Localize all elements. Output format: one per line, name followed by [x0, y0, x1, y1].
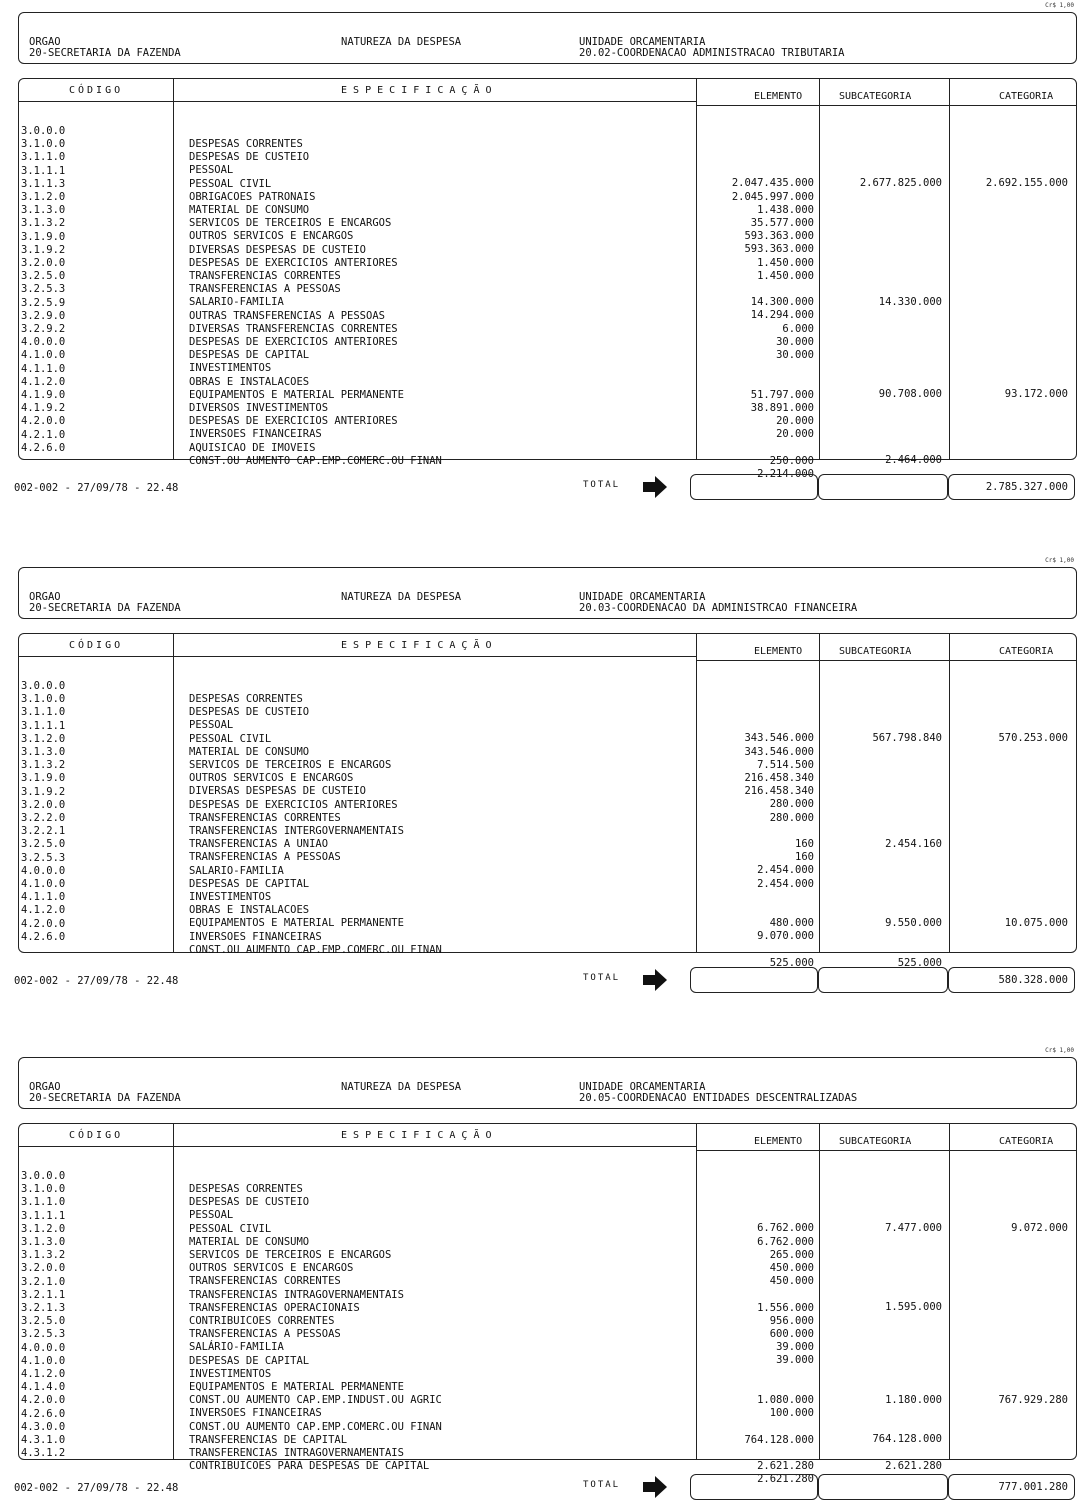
especificacao-cell: PESSOAL: [189, 164, 234, 177]
total-value: 580.328.000: [998, 974, 1068, 986]
elemento-cell: 450.000: [769, 1275, 814, 1288]
report-id: 002-002 - 27/09/78 - 22.48: [14, 1482, 179, 1494]
elemento-cell: 39.000: [776, 1341, 814, 1354]
codigo-cell: 3.2.2.0: [21, 812, 66, 824]
subcategoria-cell: 7.477.000: [885, 1222, 942, 1235]
especificacao-cell: EQUIPAMENTOS E MATERIAL PERMANENTE: [189, 917, 404, 930]
elemento-cell: 1.450.000: [757, 269, 814, 282]
elemento-cell: 51.797.000: [750, 388, 814, 401]
especificacao-cell: TRANSFERENCIAS A UNIAO: [189, 838, 329, 851]
especificacao-cell: DESPESAS CORRENTES: [189, 1183, 303, 1195]
codigo-cell: 4.2.6.0: [21, 441, 66, 454]
codigo-cell: 3.2.5.0: [21, 1315, 66, 1328]
header-subcategoria: SUBCATEGORIA: [839, 646, 912, 657]
codigo-cell: 4.2.1.0: [21, 428, 66, 441]
especificacao-cell: TRANSFERENCIAS INTERGOVERNAMENTAIS: [189, 825, 404, 837]
elemento-cell: 35.577.000: [750, 217, 814, 229]
codigo-cell: 3.2.5.0: [21, 270, 66, 283]
orgao-label: ORGAO: [29, 36, 61, 48]
especificacao-cell: PESSOAL CIVIL: [189, 177, 272, 190]
especificacao-cell: TRANSFERENCIAS INTRAGOVERNAMENTAIS: [189, 1447, 404, 1459]
codigo-cell: 4.1.0.0: [21, 1354, 66, 1367]
natureza-label: NATUREZA DA DESPESA: [341, 36, 462, 48]
especificacao-cell: AQUISICAO DE IMOVEIS: [189, 441, 316, 454]
especificacao-cell: DESPESAS DE EXERCICIOS ANTERIORES: [189, 336, 398, 348]
codigo-cell: 4.1.0.0: [21, 349, 66, 362]
header-codigo: CÓDIGO: [69, 640, 124, 651]
codigo-cell: 3.2.1.1: [21, 1288, 66, 1301]
elemento-cell: 6.762.000: [757, 1235, 814, 1248]
codigo-cell: 3.1.3.2: [21, 1249, 66, 1262]
orgao-value: 20-SECRETARIA DA FAZENDA: [29, 47, 181, 59]
codigo-cell: 4.1.2.0: [21, 1368, 66, 1380]
elemento-cell: 2.214.000: [757, 467, 814, 480]
header-elemento: ELEMENTO: [754, 1136, 803, 1147]
especificacao-cell: INVESTIMENTOS: [189, 362, 272, 375]
codigo-cell: 4.0.0.0: [21, 1341, 66, 1354]
elemento-cell: 2.621.280: [757, 1460, 814, 1472]
codigo-cell: 3.1.1.0: [21, 1196, 66, 1209]
total-categoria-box: [948, 1474, 1075, 1500]
codigo-cell: 4.2.6.0: [21, 930, 66, 943]
elemento-cell: 1.080.000: [757, 1394, 814, 1406]
especificacao-cell: TRANSFERENCIAS A PESSOAS: [189, 1328, 341, 1341]
especificacao-cell: PESSOAL CIVIL: [189, 732, 272, 745]
codigo-cell: 3.1.3.0: [21, 204, 66, 217]
codigo-cell: 3.2.5.3: [21, 851, 66, 864]
unidade-label: UNIDADE ORCAMENTARIA: [579, 36, 706, 48]
especificacao-cell: DESPESAS CORRENTES: [189, 138, 303, 150]
elemento-cell: 1.438.000: [757, 203, 814, 216]
codigo-cell: 4.0.0.0: [21, 336, 66, 349]
codigo-cell: 4.2.0.0: [21, 1394, 66, 1407]
codigo-cell: 3.0.0.0: [21, 1170, 66, 1182]
especificacao-cell: MATERIAL DE CONSUMO: [189, 204, 310, 216]
total-value: 2.785.327.000: [985, 481, 1068, 493]
codigo-cell: 3.1.0.0: [21, 138, 66, 151]
unidade-value: 20.02-COORDENACAO ADMINISTRACAO TRIBUTARIA: [579, 47, 845, 59]
elemento-cell: 343.546.000: [744, 732, 814, 745]
especificacao-cell: CONST.OU AUMENTO CAP.EMP.COMERC.OU FINAN: [189, 943, 442, 956]
codigo-cell: 3.0.0.0: [21, 680, 66, 692]
codigo-cell: 4.1.4.0: [21, 1381, 66, 1394]
elemento-cell: 14.300.000: [750, 296, 814, 309]
header-categoria: CATEGORIA: [999, 646, 1054, 657]
codigo-cell: 3.2.0.0: [21, 257, 66, 269]
codigo-cell: 3.2.9.2: [21, 323, 66, 335]
categoria-cell: 9.072.000: [1011, 1222, 1068, 1234]
currency-label: Cr$ 1,00: [1045, 557, 1074, 564]
codigo-cell: 4.1.1.0: [21, 891, 66, 904]
currency-label: Cr$ 1,00: [1045, 2, 1074, 9]
codigo-cell: 3.1.3.0: [21, 1236, 66, 1248]
subcategoria-cell: 2.677.825.000: [859, 177, 942, 190]
codigo-cell: 4.2.6.0: [21, 1407, 66, 1420]
header-subcategoria: SUBCATEGORIA: [839, 91, 912, 102]
especificacao-cell: CONTRIBUICOES CORRENTES: [189, 1315, 335, 1327]
orgao-label: ORGAO: [29, 1081, 61, 1093]
total-subcategoria-box: [818, 967, 948, 993]
codigo-cell: 4.3.1.2: [21, 1447, 66, 1460]
codigo-cell: 3.1.3.0: [21, 746, 66, 758]
report-id: 002-002 - 27/09/78 - 22.48: [14, 975, 179, 987]
elemento-cell: 30.000: [776, 349, 814, 361]
elemento-cell: 1.450.000: [757, 256, 814, 269]
especificacao-cell: INVERSOES FINANCEIRAS: [189, 930, 322, 943]
codigo-cell: 3.2.0.0: [21, 798, 66, 811]
categoria-cell: 2.692.155.000: [985, 177, 1068, 189]
codigo-cell: 3.1.1.0: [21, 706, 66, 719]
subcategoria-cell: 9.550.000: [885, 917, 942, 929]
elemento-cell: 39.000: [776, 1354, 814, 1367]
especificacao-cell: TRANSFERENCIAS CORRENTES: [189, 1275, 341, 1288]
codigo-cell: 3.1.2.0: [21, 732, 66, 745]
header-subcategoria: SUBCATEGORIA: [839, 1136, 912, 1147]
especificacao-cell: PESSOAL CIVIL: [189, 1222, 272, 1235]
codigo-cell: 4.1.9.0: [21, 389, 66, 401]
codigo-cell: 3.2.1.3: [21, 1302, 66, 1314]
codigo-cell: 3.1.1.0: [21, 151, 66, 164]
codigo-cell: 3.1.0.0: [21, 1183, 66, 1196]
codigo-cell: 4.1.0.0: [21, 878, 66, 890]
header-especificacao: E S P E C I F I C A Ç Ã O: [341, 640, 492, 651]
especificacao-cell: DIVERSAS TRANSFERENCIAS CORRENTES: [189, 322, 398, 335]
elemento-cell: 100.000: [769, 1407, 814, 1420]
especificacao-cell: TRANSFERENCIAS CORRENTES: [189, 270, 341, 282]
elemento-cell: 593.363.000: [744, 243, 814, 256]
codigo-cell: 3.0.0.0: [21, 125, 66, 137]
especificacao-cell: OUTROS SERVICOS E ENCARGOS: [189, 1262, 354, 1275]
especificacao-cell: SERVICOS DE TERCEIROS E ENCARGOS: [189, 1249, 392, 1261]
categoria-cell: 767.929.280: [998, 1393, 1068, 1406]
total-value: 777.001.280: [998, 1481, 1068, 1493]
especificacao-cell: DESPESAS DE CAPITAL: [189, 1354, 310, 1367]
elemento-cell: 1.556.000: [757, 1301, 814, 1314]
especificacao-cell: OUTRAS TRANSFERENCIAS A PESSOAS: [189, 309, 385, 322]
total-label: TOTAL: [583, 1480, 621, 1490]
elemento-cell: 2.047.435.000: [731, 177, 814, 190]
unidade-label: UNIDADE ORCAMENTARIA: [579, 591, 706, 603]
elemento-cell: 2.045.997.000: [731, 190, 814, 203]
codigo-cell: 3.2.5.3: [21, 1328, 66, 1341]
codigo-cell: 3.2.5.3: [21, 283, 66, 296]
especificacao-cell: DESPESAS DE EXERCICIOS ANTERIORES: [189, 415, 398, 428]
codigo-cell: 3.1.1.1: [21, 1209, 66, 1222]
codigo-cell: 3.1.0.0: [21, 693, 66, 706]
elemento-cell: 343.546.000: [744, 745, 814, 758]
footer: [0, 1472, 1084, 1502]
natureza-label: NATUREZA DA DESPESA: [341, 591, 462, 603]
especificacao-cell: DIVERSOS INVESTIMENTOS: [189, 402, 329, 414]
subcategoria-cell: 567.798.840: [872, 732, 942, 745]
especificacao-cell: SALARIO-FAMILIA: [189, 296, 284, 309]
especificacao-cell: DESPESAS DE CUSTEIO: [189, 706, 310, 719]
elemento-cell: 525.000: [769, 956, 814, 969]
especificacao-cell: DESPESAS DE EXERCICIOS ANTERIORES: [189, 798, 398, 811]
subcategoria-cell: 2.464.000: [885, 454, 942, 467]
codigo-cell: 3.2.0.0: [21, 1262, 66, 1275]
especificacao-cell: INVERSOES FINANCEIRAS: [189, 1407, 322, 1420]
especificacao-cell: EQUIPAMENTOS E MATERIAL PERMANENTE: [189, 1381, 404, 1393]
elemento-cell: 2.621.280: [757, 1473, 814, 1486]
especificacao-cell: SALARIO-FAMILIA: [189, 864, 284, 877]
especificacao-cell: DESPESAS DE CUSTEIO: [189, 1196, 310, 1209]
subcategoria-cell: 2.454.160: [885, 837, 942, 850]
total-elemento-box: [690, 1474, 818, 1500]
codigo-cell: 4.2.0.0: [21, 415, 66, 428]
especificacao-cell: EQUIPAMENTOS E MATERIAL PERMANENTE: [189, 388, 404, 401]
especificacao-cell: TRANSFERENCIAS DE CAPITAL: [189, 1433, 348, 1446]
subcategoria-cell: 525.000: [897, 956, 942, 969]
elemento-cell: 216.458.340: [744, 772, 814, 784]
header-box: [18, 567, 1077, 619]
subcategoria-cell: 90.708.000: [878, 388, 942, 401]
especificacao-cell: DESPESAS DE EXERCICIOS ANTERIORES: [189, 256, 398, 269]
especificacao-cell: CONST.OU AUMENTO CAP.EMP.COMERC.OU FINAN: [189, 454, 442, 467]
especificacao-cell: SALÁRIO-FAMILIA: [189, 1341, 284, 1354]
elemento-cell: 7.514.500: [757, 758, 814, 771]
elemento-cell: 38.891.000: [750, 401, 814, 414]
especificacao-cell: OBRIGACOES PATRONAIS: [189, 190, 316, 203]
total-elemento-box: [690, 474, 818, 500]
codigo-cell: 3.1.3.2: [21, 217, 66, 230]
codigo-cell: 3.1.9.0: [21, 772, 66, 785]
elemento-cell: 6.762.000: [757, 1222, 814, 1235]
subcategoria-cell: 1.180.000: [885, 1393, 942, 1406]
total-categoria-box: [948, 967, 1075, 993]
header-categoria: CATEGORIA: [999, 91, 1054, 102]
codigo-cell: 4.1.2.0: [21, 904, 66, 917]
especificacao-cell: OUTROS SERVICOS E ENCARGOS: [189, 230, 354, 243]
codigo-cell: 4.2.0.0: [21, 917, 66, 930]
total-subcategoria-box: [818, 474, 948, 500]
natureza-label: NATUREZA DA DESPESA: [341, 1081, 462, 1093]
header-box: [18, 1057, 1077, 1109]
total-label: TOTAL: [583, 480, 621, 490]
codigo-cell: 3.2.1.0: [21, 1275, 66, 1288]
especificacao-cell: DIVERSAS DESPESAS DE CUSTEIO: [189, 785, 367, 798]
elemento-cell: 450.000: [769, 1262, 814, 1274]
header-box: [18, 12, 1077, 64]
especificacao-cell: CONST.OU AUMENTO CAP.EMP.INDUST.OU AGRIC: [189, 1394, 442, 1407]
total-label: TOTAL: [583, 973, 621, 983]
especificacao-cell: SERVICOS DE TERCEIROS E ENCARGOS: [189, 217, 392, 230]
elemento-cell: 2.454.000: [757, 864, 814, 877]
codigo-cell: 3.1.3.2: [21, 759, 66, 772]
especificacao-cell: PESSOAL: [189, 719, 234, 732]
budget-table: [18, 78, 1077, 480]
especificacao-cell: CONST.OU AUMENTO CAP.EMP.COMERC.OU FINAN: [189, 1420, 442, 1433]
especificacao-cell: OBRAS E INSTALACOES: [189, 904, 310, 917]
elemento-cell: 600.000: [769, 1328, 814, 1340]
especificacao-cell: MATERIAL DE CONSUMO: [189, 745, 310, 758]
orgao-value: 20-SECRETARIA DA FAZENDA: [29, 1092, 181, 1104]
codigo-cell: 3.1.9.2: [21, 243, 66, 256]
unidade-value: 20.03-COORDENACAO DA ADMINISTRCAO FINANCEIRA: [579, 602, 858, 614]
elemento-cell: 956.000: [769, 1314, 814, 1327]
especificacao-cell: DIVERSAS DESPESAS DE CUSTEIO: [189, 243, 367, 256]
codigo-cell: 4.3.1.0: [21, 1434, 66, 1446]
codigo-cell: 3.1.9.2: [21, 785, 66, 798]
especificacao-cell: TRANSFERENCIAS A PESSOAS: [189, 851, 341, 864]
elemento-cell: 20.000: [776, 428, 814, 441]
categoria-cell: 93.172.000: [1004, 388, 1068, 401]
codigo-cell: 4.0.0.0: [21, 864, 66, 877]
orgao-value: 20-SECRETARIA DA FAZENDA: [29, 602, 181, 614]
codigo-cell: 3.2.5.0: [21, 838, 66, 851]
especificacao-cell: INVERSOES FINANCEIRAS: [189, 428, 322, 441]
codigo-cell: 3.2.9.0: [21, 309, 66, 322]
categoria-cell: 10.075.000: [1004, 916, 1068, 929]
elemento-cell: 764.128.000: [744, 1433, 814, 1446]
especificacao-cell: DESPESAS DE CUSTEIO: [189, 151, 310, 164]
elemento-cell: 14.294.000: [750, 309, 814, 322]
especificacao-cell: DESPESAS CORRENTES: [189, 693, 303, 705]
orgao-label: ORGAO: [29, 591, 61, 603]
elemento-cell: 265.000: [769, 1248, 814, 1261]
elemento-cell: 20.000: [776, 415, 814, 427]
especificacao-cell: TRANSFERENCIAS INTRAGOVERNAMENTAIS: [189, 1288, 404, 1301]
especificacao-cell: INVESTIMENTOS: [189, 891, 272, 903]
header-codigo: CÓDIGO: [69, 85, 124, 96]
currency-label: Cr$ 1,00: [1045, 1047, 1074, 1054]
total-elemento-box: [690, 967, 818, 993]
elemento-cell: 216.458.340: [744, 785, 814, 798]
elemento-cell: 593.363.000: [744, 230, 814, 243]
subcategoria-cell: 14.330.000: [878, 296, 942, 308]
elemento-cell: 160: [795, 851, 814, 864]
unidade-label: UNIDADE ORCAMENTARIA: [579, 1081, 706, 1093]
elemento-cell: 9.070.000: [757, 930, 814, 943]
especificacao-cell: TRANSFERENCIAS A PESSOAS: [189, 283, 341, 296]
footer: [0, 472, 1084, 502]
especificacao-cell: SERVICOS DE TERCEIROS E ENCARGOS: [189, 759, 392, 771]
especificacao-cell: TRANSFERENCIAS CORRENTES: [189, 811, 341, 824]
elemento-cell: 6.000: [782, 322, 814, 335]
especificacao-cell: DESPESAS DE CAPITAL: [189, 877, 310, 890]
especificacao-cell: CONTRIBUICOES PARA DESPESAS DE CAPITAL: [189, 1460, 430, 1473]
footer: [0, 965, 1084, 995]
header-elemento: ELEMENTO: [754, 91, 803, 102]
header-categoria: CATEGORIA: [999, 1136, 1054, 1147]
codigo-cell: 3.1.1.3: [21, 177, 66, 190]
especificacao-cell: PESSOAL: [189, 1209, 234, 1222]
codigo-cell: 3.1.2.0: [21, 1222, 66, 1235]
subcategoria-cell: 1.595.000: [885, 1301, 942, 1314]
codigo-cell: 4.1.9.2: [21, 402, 66, 415]
codigo-cell: 3.1.9.0: [21, 230, 66, 243]
codigo-cell: 4.1.2.0: [21, 375, 66, 388]
especificacao-cell: OBRAS E INSTALACOES: [189, 375, 310, 388]
total-subcategoria-box: [818, 1474, 948, 1500]
codigo-cell: 3.2.5.9: [21, 296, 66, 309]
total-categoria-box: [948, 474, 1075, 500]
codigo-cell: 4.3.0.0: [21, 1420, 66, 1433]
elemento-cell: 480.000: [769, 917, 814, 930]
header-elemento: ELEMENTO: [754, 646, 803, 657]
especificacao-cell: TRANSFERENCIAS OPERACIONAIS: [189, 1301, 360, 1314]
elemento-cell: 280.000: [769, 811, 814, 824]
codigo-cell: 3.1.1.1: [21, 164, 66, 177]
elemento-cell: 280.000: [769, 798, 814, 811]
elemento-cell: 160: [795, 838, 814, 850]
codigo-cell: 3.1.2.0: [21, 191, 66, 203]
elemento-cell: 2.454.000: [757, 877, 814, 890]
report-id: 002-002 - 27/09/78 - 22.48: [14, 482, 179, 494]
codigo-cell: 4.1.1.0: [21, 362, 66, 375]
header-especificacao: E S P E C I F I C A Ç Ã O: [341, 85, 492, 96]
codigo-cell: 3.1.1.1: [21, 719, 66, 732]
header-especificacao: E S P E C I F I C A Ç Ã O: [341, 1130, 492, 1141]
elemento-cell: 250.000: [769, 454, 814, 467]
especificacao-cell: OUTROS SERVICOS E ENCARGOS: [189, 772, 354, 785]
codigo-cell: 3.2.2.1: [21, 825, 66, 838]
budget-table: [18, 633, 1077, 969]
unidade-value: 20.05-COORDENACAO ENTIDADES DESCENTRALIZADAS: [579, 1092, 858, 1104]
categoria-cell: 570.253.000: [998, 732, 1068, 744]
especificacao-cell: DESPESAS DE CAPITAL: [189, 349, 310, 362]
header-codigo: CÓDIGO: [69, 1130, 124, 1141]
especificacao-cell: MATERIAL DE CONSUMO: [189, 1235, 310, 1248]
subcategoria-cell: 764.128.000: [872, 1433, 942, 1446]
especificacao-cell: INVESTIMENTOS: [189, 1367, 272, 1380]
elemento-cell: 30.000: [776, 335, 814, 348]
subcategoria-cell: 2.621.280: [885, 1459, 942, 1472]
